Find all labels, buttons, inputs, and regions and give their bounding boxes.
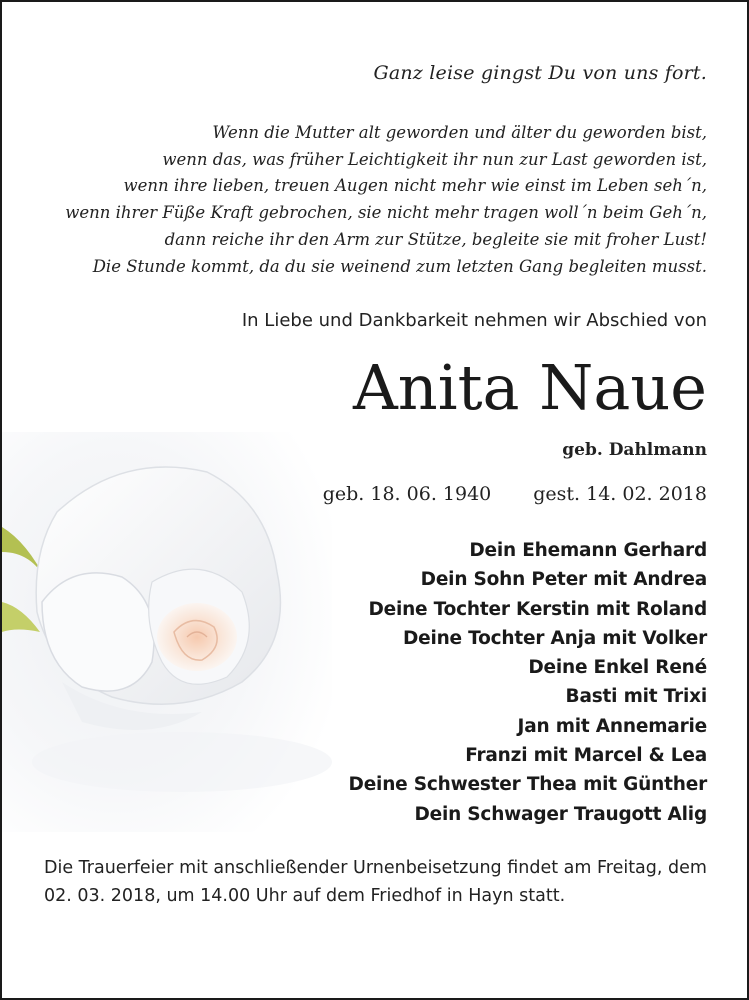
- poem-line: wenn ihrer Füße Kraft gebrochen, sie nicht mehr tragen woll´n beim Geh´n,: [65, 203, 707, 223]
- family-member: Deine Tochter Anja mit Volker: [402, 627, 707, 649]
- deceased-name: Anita Naue: [353, 351, 707, 424]
- poem-line: wenn das, was früher Leichtigkeit ihr nun zur Last geworden ist,: [162, 149, 707, 169]
- poem-line: Die Stunde kommt, da du sie weinend zum letzten Gang begleiten musst.: [92, 256, 707, 276]
- family-member: Deine Schwester Thea mit Günther: [348, 774, 707, 796]
- poem-line: Wenn die Mutter alt geworden und älter du geworden bist,: [212, 123, 707, 142]
- poem: [65, 120, 707, 280]
- family-member: Dein Schwager Traugott Alig: [414, 803, 707, 825]
- family-member: Basti mit Trixi: [565, 686, 707, 708]
- intro-text: In Liebe und Dankbarkeit nehmen wir Abschied von: [241, 310, 707, 331]
- maiden-name: geb. Dahlmann: [562, 440, 707, 460]
- ceremony-info: Die Trauerfeier mit anschließender Urnenbeisetzung findet am Freitag, dem 02. 03. 2018, um 14.00 Uhr auf dem Friedhof in Hayn statt.: [44, 858, 707, 906]
- death-date: gest. 14. 02. 2018: [533, 483, 707, 505]
- family-member: Jan mit Annemarie: [517, 715, 707, 737]
- family-member: Dein Sohn Peter mit Andrea: [420, 569, 707, 591]
- birth-date: geb. 18. 06. 1940: [322, 483, 492, 505]
- family-list: [349, 536, 707, 829]
- family-member: Franzi mit Marcel & Lea: [465, 745, 707, 767]
- poem-line: dann reiche ihr den Arm zur Stütze, begleite sie mit froher Lust!: [164, 229, 707, 249]
- family-member: Deine Enkel René: [528, 657, 707, 679]
- family-member: Dein Ehemann Gerhard: [469, 540, 707, 561]
- life-dates: [323, 483, 707, 505]
- family-member: Deine Tochter Kerstin mit Roland: [368, 598, 707, 620]
- poem-line: wenn ihre lieben, treuen Augen nicht mehr wie einst im Leben seh´n,: [123, 176, 707, 196]
- white-rose-icon: [2, 432, 332, 832]
- motto: Ganz leise gingst Du von uns fort.: [373, 62, 707, 84]
